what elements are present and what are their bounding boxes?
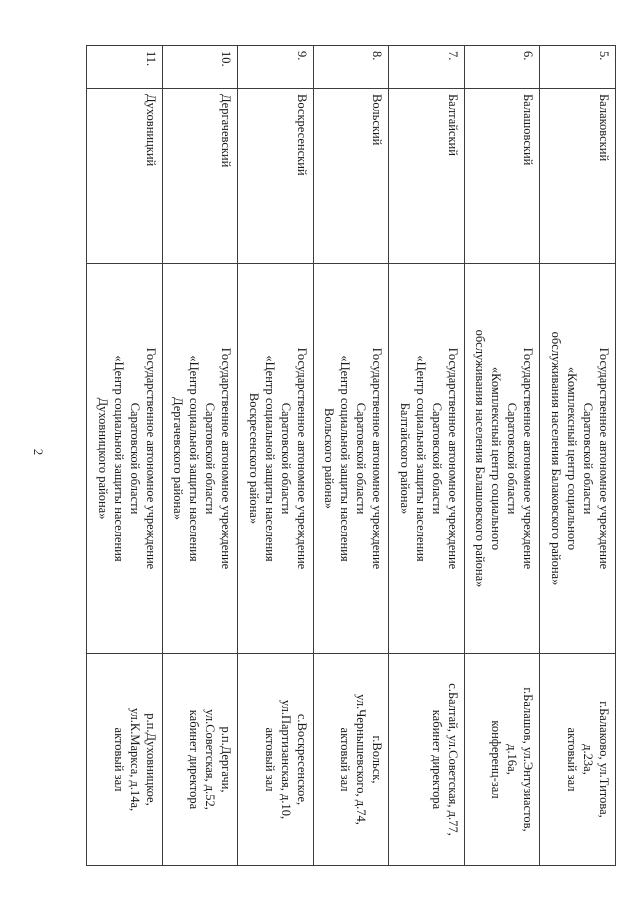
organization-line: Государственное автономное учреждение <box>521 347 536 570</box>
district-cell: Балаковский <box>540 89 616 264</box>
table-body <box>87 46 616 866</box>
organization-line: Духовницкого района» <box>95 397 110 520</box>
organization-line: Вольского района» <box>322 407 337 509</box>
address-line: с.Воскресенское, <box>294 713 309 806</box>
row-number-cell: 5. <box>540 46 616 89</box>
organization-cell <box>87 264 163 654</box>
row-number-cell: 10. <box>162 46 238 89</box>
organization-line: Государственное автономное учреждение <box>597 347 611 570</box>
address-line: кабинет директора <box>429 709 444 810</box>
address-line: р.п.Дергачи, <box>219 726 234 793</box>
organization-line: «Центр социальной защиты населения <box>413 355 428 562</box>
address-line: конференц-зал <box>489 720 504 799</box>
district-cell: Балтайский <box>389 89 465 264</box>
organization-cell <box>389 264 465 654</box>
address-line: актовый зал <box>338 727 353 792</box>
page-number: 2 <box>31 448 46 456</box>
address-line: с.Балтай, ул.Советская, д.77, <box>445 683 460 836</box>
address-line: актовый зал <box>111 727 126 792</box>
organization-line: Государственное автономное учреждение <box>219 347 234 570</box>
address-line: д.16а, <box>505 744 520 775</box>
address-cell <box>313 654 389 866</box>
organization-line: «Центр социальной защиты населения <box>338 355 353 562</box>
organization-line: Саратовской области <box>505 402 520 515</box>
row-number-cell: 6. <box>464 46 540 89</box>
address-line: актовый зал <box>262 727 277 792</box>
table-row <box>313 46 389 866</box>
address-cell <box>464 654 540 866</box>
address-line: ул.Чернышевского, д.74, <box>354 694 369 825</box>
table-row <box>540 46 616 866</box>
table-row <box>389 46 465 866</box>
district-cell: Балашовский <box>464 89 540 264</box>
address-cell <box>540 654 616 866</box>
organization-line: Государственное автономное учреждение <box>445 347 460 570</box>
row-number-cell: 8. <box>313 46 389 89</box>
address-line: ул.Советская, д.52, <box>203 709 218 810</box>
address-cell <box>162 654 238 866</box>
table-row <box>238 46 314 866</box>
organization-line: «Центр социальной защиты населения <box>262 355 277 562</box>
organization-line: «Комплексный центр социального <box>565 366 579 551</box>
table-row <box>87 46 163 866</box>
organization-line: «Центр социальной защиты населения <box>111 355 126 562</box>
organization-line: Воскресенского района» <box>246 392 261 525</box>
address-cell <box>87 654 163 866</box>
organization-cell <box>162 264 238 654</box>
organization-line: обслуживания населения Балаковского района» <box>549 331 563 586</box>
address-line: г.Балаково, ул.Титова, <box>597 701 611 818</box>
row-number-cell: 7. <box>389 46 465 89</box>
address-line: г.Вольск, <box>370 735 385 784</box>
rotated-table-container <box>86 45 616 865</box>
table-row <box>464 46 540 866</box>
row-number-cell: 9. <box>238 46 314 89</box>
organization-cell <box>540 264 616 654</box>
organization-line: «Центр социальной защиты населения <box>187 355 202 562</box>
organization-line: Балтайского района» <box>397 402 412 515</box>
organization-line: Саратовской области <box>127 402 142 515</box>
district-cell: Воскресенский <box>238 89 314 264</box>
organization-line: Саратовской области <box>429 402 444 515</box>
row-number-cell: 11. <box>87 46 163 89</box>
district-cell: Духовницкий <box>87 89 163 264</box>
address-line: д.23а, <box>581 744 595 775</box>
organization-line: Дергачевского района» <box>171 397 186 520</box>
address-cell <box>238 654 314 866</box>
address-line: кабинет директора <box>187 709 202 810</box>
organization-cell <box>238 264 314 654</box>
organization-line: Саратовской области <box>581 402 595 515</box>
address-line: р.п.Духовницкое, <box>143 713 158 806</box>
organization-line: Государственное автономное учреждение <box>294 347 309 570</box>
organization-line: Саратовской области <box>354 402 369 515</box>
organization-line: Государственное автономное учреждение <box>143 347 158 570</box>
organization-line: обслуживания населения Балашовского района» <box>473 329 488 588</box>
address-line: г.Балашов, ул.Энтузиастов, <box>521 687 536 832</box>
organization-line: Саратовской области <box>278 402 293 515</box>
organization-cell <box>313 264 389 654</box>
district-cell: Дергачевский <box>162 89 238 264</box>
organization-line: Саратовской области <box>203 402 218 515</box>
address-line: ул.Партизанская, д.10, <box>278 699 293 820</box>
address-line: актовый зал <box>565 727 579 792</box>
district-cell: Вольский <box>313 89 389 264</box>
organization-line: Государственное автономное учреждение <box>370 347 385 570</box>
address-line: ул.К.Маркса, д.14а, <box>127 707 142 812</box>
organization-cell <box>464 264 540 654</box>
table-row <box>162 46 238 866</box>
organization-line: «Комплексный центр социального <box>489 366 504 551</box>
regions-table <box>86 45 616 866</box>
address-cell <box>389 654 465 866</box>
